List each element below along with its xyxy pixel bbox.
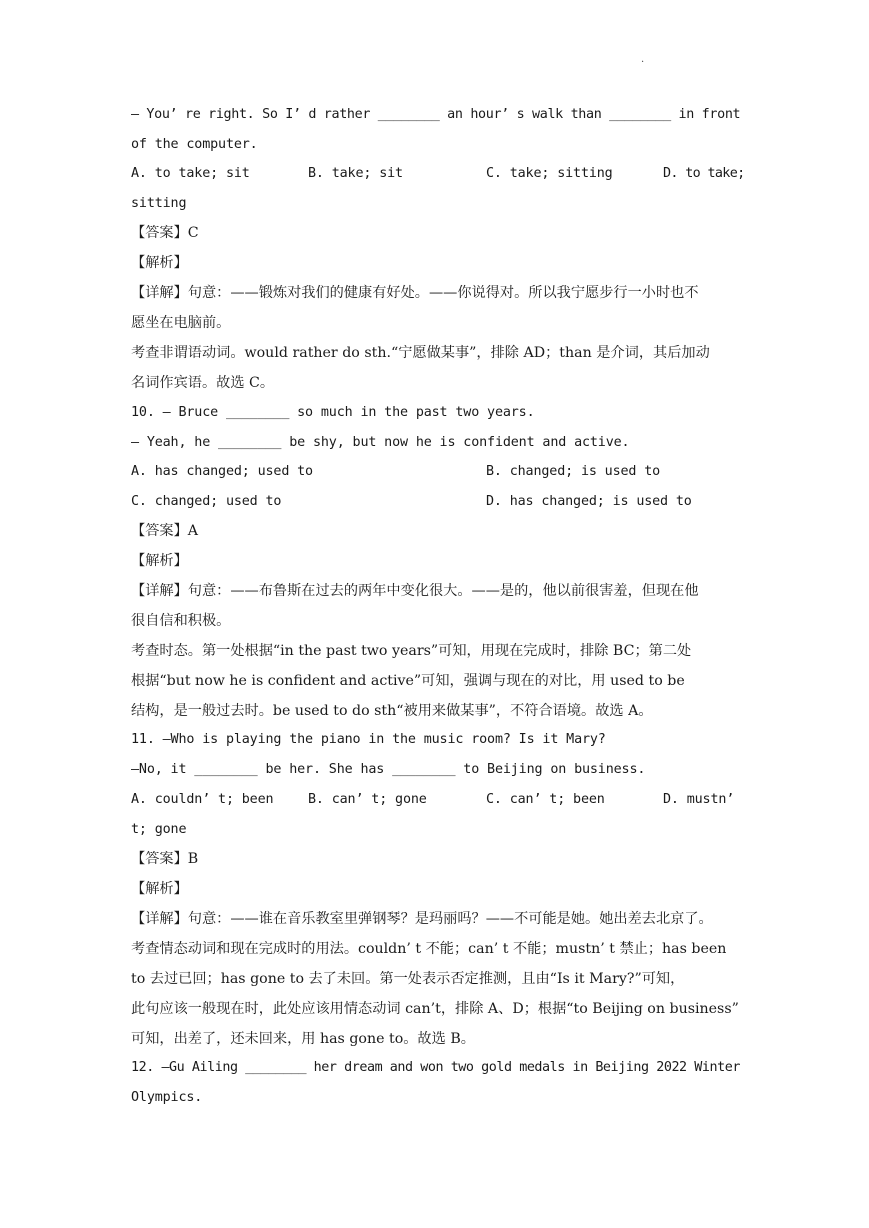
q11-option-d: D. mustn’ <box>663 792 735 807</box>
q11-analysis-heading: 【解析】 <box>131 881 188 897</box>
q10-detail-line4: 根据“but now he is confident and active”可知，强调与现在的对比，用 used to be <box>131 673 685 689</box>
q11-detail-line4: 此句应该一般现在时，此处应该用情态动词 can’t，排除 A、D；根据“to Beijing on business” <box>131 1001 739 1017</box>
header-mark: . <box>641 54 645 65</box>
q11-stem-line1: 11. —Who is playing the piano in the music room? Is it Mary? <box>131 732 606 747</box>
q10-detail-line5: 结构，是一般过去时。be used to do sth“被用来做某事”，不符合语境。故选 A。 <box>131 703 653 719</box>
q10-option-b: B. changed; is used to <box>486 464 661 479</box>
q10-option-c: C. changed; used to <box>131 494 282 509</box>
q9-answer: 【答案】C <box>131 225 199 241</box>
q9-option-d: D. to take; <box>663 166 745 181</box>
q9-option-c: C. take; sitting <box>486 166 613 181</box>
q11-option-c: C. can’ t; been <box>486 792 605 807</box>
q9-option-d-cont: sitting <box>131 196 187 211</box>
q9-stem-line2: of the computer. <box>131 137 258 152</box>
q11-option-d-cont: t; gone <box>131 822 187 837</box>
q12-stem-line1: 12. —Gu Ailing ________ her dream and won two gold medals in Beijing 2022 Winter <box>131 1060 740 1075</box>
q11-answer: 【答案】B <box>131 851 199 867</box>
q11-stem-line2: —No, it ________ be her. She has ________ to Beijing on business. <box>131 762 646 777</box>
q11-detail-line2: 考查情态动词和现在完成时的用法。couldn’ t 不能；can’ t 不能；mustn’ t 禁止；has been <box>131 941 727 957</box>
q11-detail-line3: to 去过已回；has gone to 去了未回。第一处表示否定推测，且由“Is it Mary?”可知， <box>131 971 685 987</box>
q9-option-b: B. take; sit <box>308 166 403 181</box>
q10-option-a: A. has changed; used to <box>131 464 313 479</box>
q10-answer: 【答案】A <box>131 523 198 539</box>
q11-detail-line5: 可知，出差了，还未回来，用 has gone to。故选 B。 <box>131 1031 475 1047</box>
q11-option-b: B. can’ t; gone <box>308 792 427 807</box>
q10-stem-line2: — Yeah, he ________ be shy, but now he is confident and active. <box>131 435 630 450</box>
q12-stem-line2: Olympics. <box>131 1090 203 1105</box>
q10-detail-line2: 很自信和积极。 <box>131 613 231 629</box>
q9-detail-line1: 【详解】句意：——锻炼对我们的健康有好处。——你说得对。所以我宁愿步行一小时也不 <box>131 285 699 301</box>
q9-analysis-heading: 【解析】 <box>131 255 188 271</box>
q11-detail-line1: 【详解】句意：——谁在音乐教室里弹钢琴？是玛丽吗？——不可能是她。她出差去北京了。 <box>131 911 713 927</box>
q9-option-a: A. to take; sit <box>131 166 250 181</box>
q9-stem-line1: — You’ re right. So I’ d rather ________ an hour’ s walk than ________ in front <box>131 107 741 122</box>
q10-detail-line1: 【详解】句意：——布鲁斯在过去的两年中变化很大。——是的，他以前很害羞，但现在他 <box>131 583 699 599</box>
q10-stem-line1: 10. — Bruce ________ so much in the past two years. <box>131 405 535 420</box>
q10-analysis-heading: 【解析】 <box>131 553 188 569</box>
q10-option-d: D. has changed; is used to <box>486 494 692 509</box>
q9-detail-line2: 愿坐在电脑前。 <box>131 315 231 331</box>
q9-detail-line4: 名词作宾语。故选 C。 <box>131 375 275 391</box>
q10-detail-line3: 考查时态。第一处根据“in the past two years”可知，用现在完成时，排除 BC；第二处 <box>131 643 692 659</box>
q9-detail-line3: 考查非谓语动词。would rather do sth.“宁愿做某事”，排除 AD；than 是介词，其后加动 <box>131 345 710 361</box>
q11-option-a: A. couldn’ t; been <box>131 792 274 807</box>
